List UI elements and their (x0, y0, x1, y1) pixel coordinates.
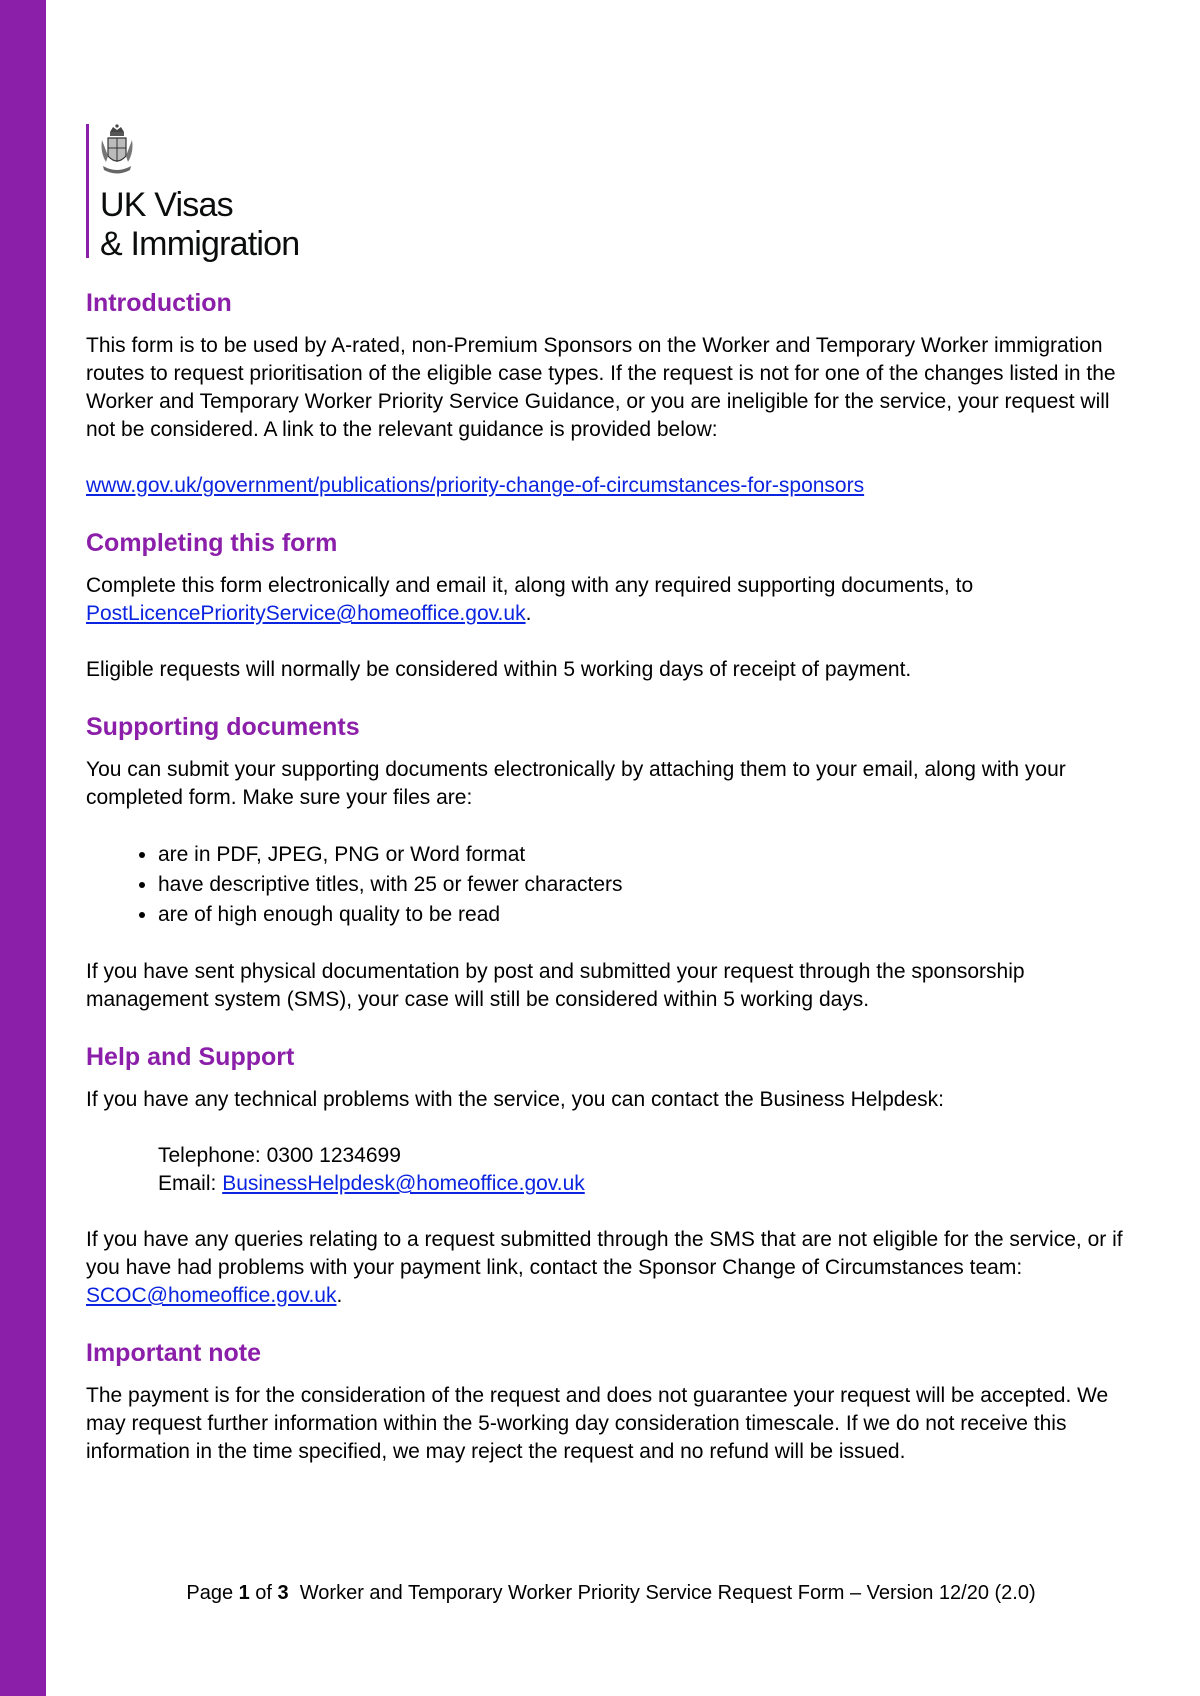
completing-text-end: . (525, 602, 532, 625)
side-accent-bar (0, 0, 46, 1696)
helpdesk-telephone: Telephone: 0300 1234699 (158, 1144, 401, 1167)
logo-wordmark (100, 186, 299, 264)
logo-line-2: & Immigration (100, 225, 300, 263)
queries-text (86, 1226, 1126, 1310)
queries-text-lead: If you have any queries relating to a request submitted through the SMS that are not eligible for the service, or if you have had problems with your payment link, contact the Sponsor Change of Circumstances team: (86, 1228, 1123, 1279)
footer-of-label: of (249, 1582, 278, 1604)
queries-text-end: . (336, 1284, 343, 1307)
help-heading: Help and Support (86, 1043, 295, 1071)
supporting-heading: Supporting documents (86, 713, 360, 741)
logo-divider (86, 124, 89, 258)
completing-text (86, 572, 1126, 628)
helpdesk-email-link[interactable]: BusinessHelpdesk@homeoffice.gov.uk (222, 1172, 585, 1195)
introduction-text: This form is to be used by A-rated, non-Premium Sponsors on the Worker and Temporary Worker immigration routes to request prioritisation of the eligible case types. If the request is not for one of the changes listed in the Worker and Temporary Worker Priority Service Guidance, or you are ineligible for the service, your request will not be considered. A link to the relevant guidance is provided below: (86, 334, 1116, 441)
scoc-email-link[interactable]: SCOC@homeoffice.gov.uk (86, 1284, 337, 1307)
footer-form-title: Worker and Temporary Worker Priority Service Request Form – Version 12/20 (2.0) (288, 1582, 1036, 1604)
file-requirements-list (86, 840, 1126, 930)
helpdesk-email-line (158, 1170, 1126, 1198)
list-item: • are in PDF, JPEG, PNG or Word format (158, 840, 1126, 870)
guidance-link-paragraph (86, 472, 1126, 500)
important-note-heading: Important note (86, 1339, 261, 1367)
helpdesk-email-label: Email: (158, 1172, 223, 1195)
introduction-heading: Introduction (86, 289, 232, 317)
list-item: • are of high enough quality to be read (158, 900, 1126, 930)
footer-page-number: 1 (238, 1582, 250, 1604)
footer-page-total: 3 (277, 1582, 289, 1604)
guidance-link[interactable]: www.gov.uk/government/publications/priority-change-of-circumstances-for-sponsors (86, 474, 865, 497)
important-note-text: The payment is for the consideration of the request and does not guarantee your request will be accepted. We may request further information within the 5-working day consideration timescale. If we do not receive this information in the time specified, we may reject the request and no refund will be issued. (86, 1384, 1109, 1463)
eligible-requests-text: Eligible requests will normally be considered within 5 working days of receipt of payment. (86, 658, 912, 681)
royal-coat-of-arms-icon (100, 124, 134, 182)
helpdesk-contact (158, 1142, 1126, 1198)
list-item: • have descriptive titles, with 25 or fewer characters (158, 870, 1126, 900)
post-documentation-text: If you have sent physical documentation by post and submitted your request through the sponsorship management system (SMS), your case will still be considered within 5 working days. (86, 960, 1025, 1011)
help-text: If you have any technical problems with the service, you can contact the Business Helpdesk: (86, 1088, 944, 1111)
logo-line-1: UK Visas (100, 186, 233, 224)
completing-text-lead: Complete this form electronically and email it, along with any required supporting documents, to (86, 574, 974, 597)
page-footer (0, 1580, 1200, 1606)
completing-heading: Completing this form (86, 529, 338, 557)
document-body (86, 288, 1126, 1494)
supporting-text: You can submit your supporting documents electronically by attaching them to your email, along with your completed form. Make sure your files are: (86, 758, 1066, 809)
priority-service-email-link[interactable]: PostLicencePriorityService@homeoffice.gov.uk (86, 602, 526, 625)
footer-page-label: Page (186, 1582, 239, 1604)
